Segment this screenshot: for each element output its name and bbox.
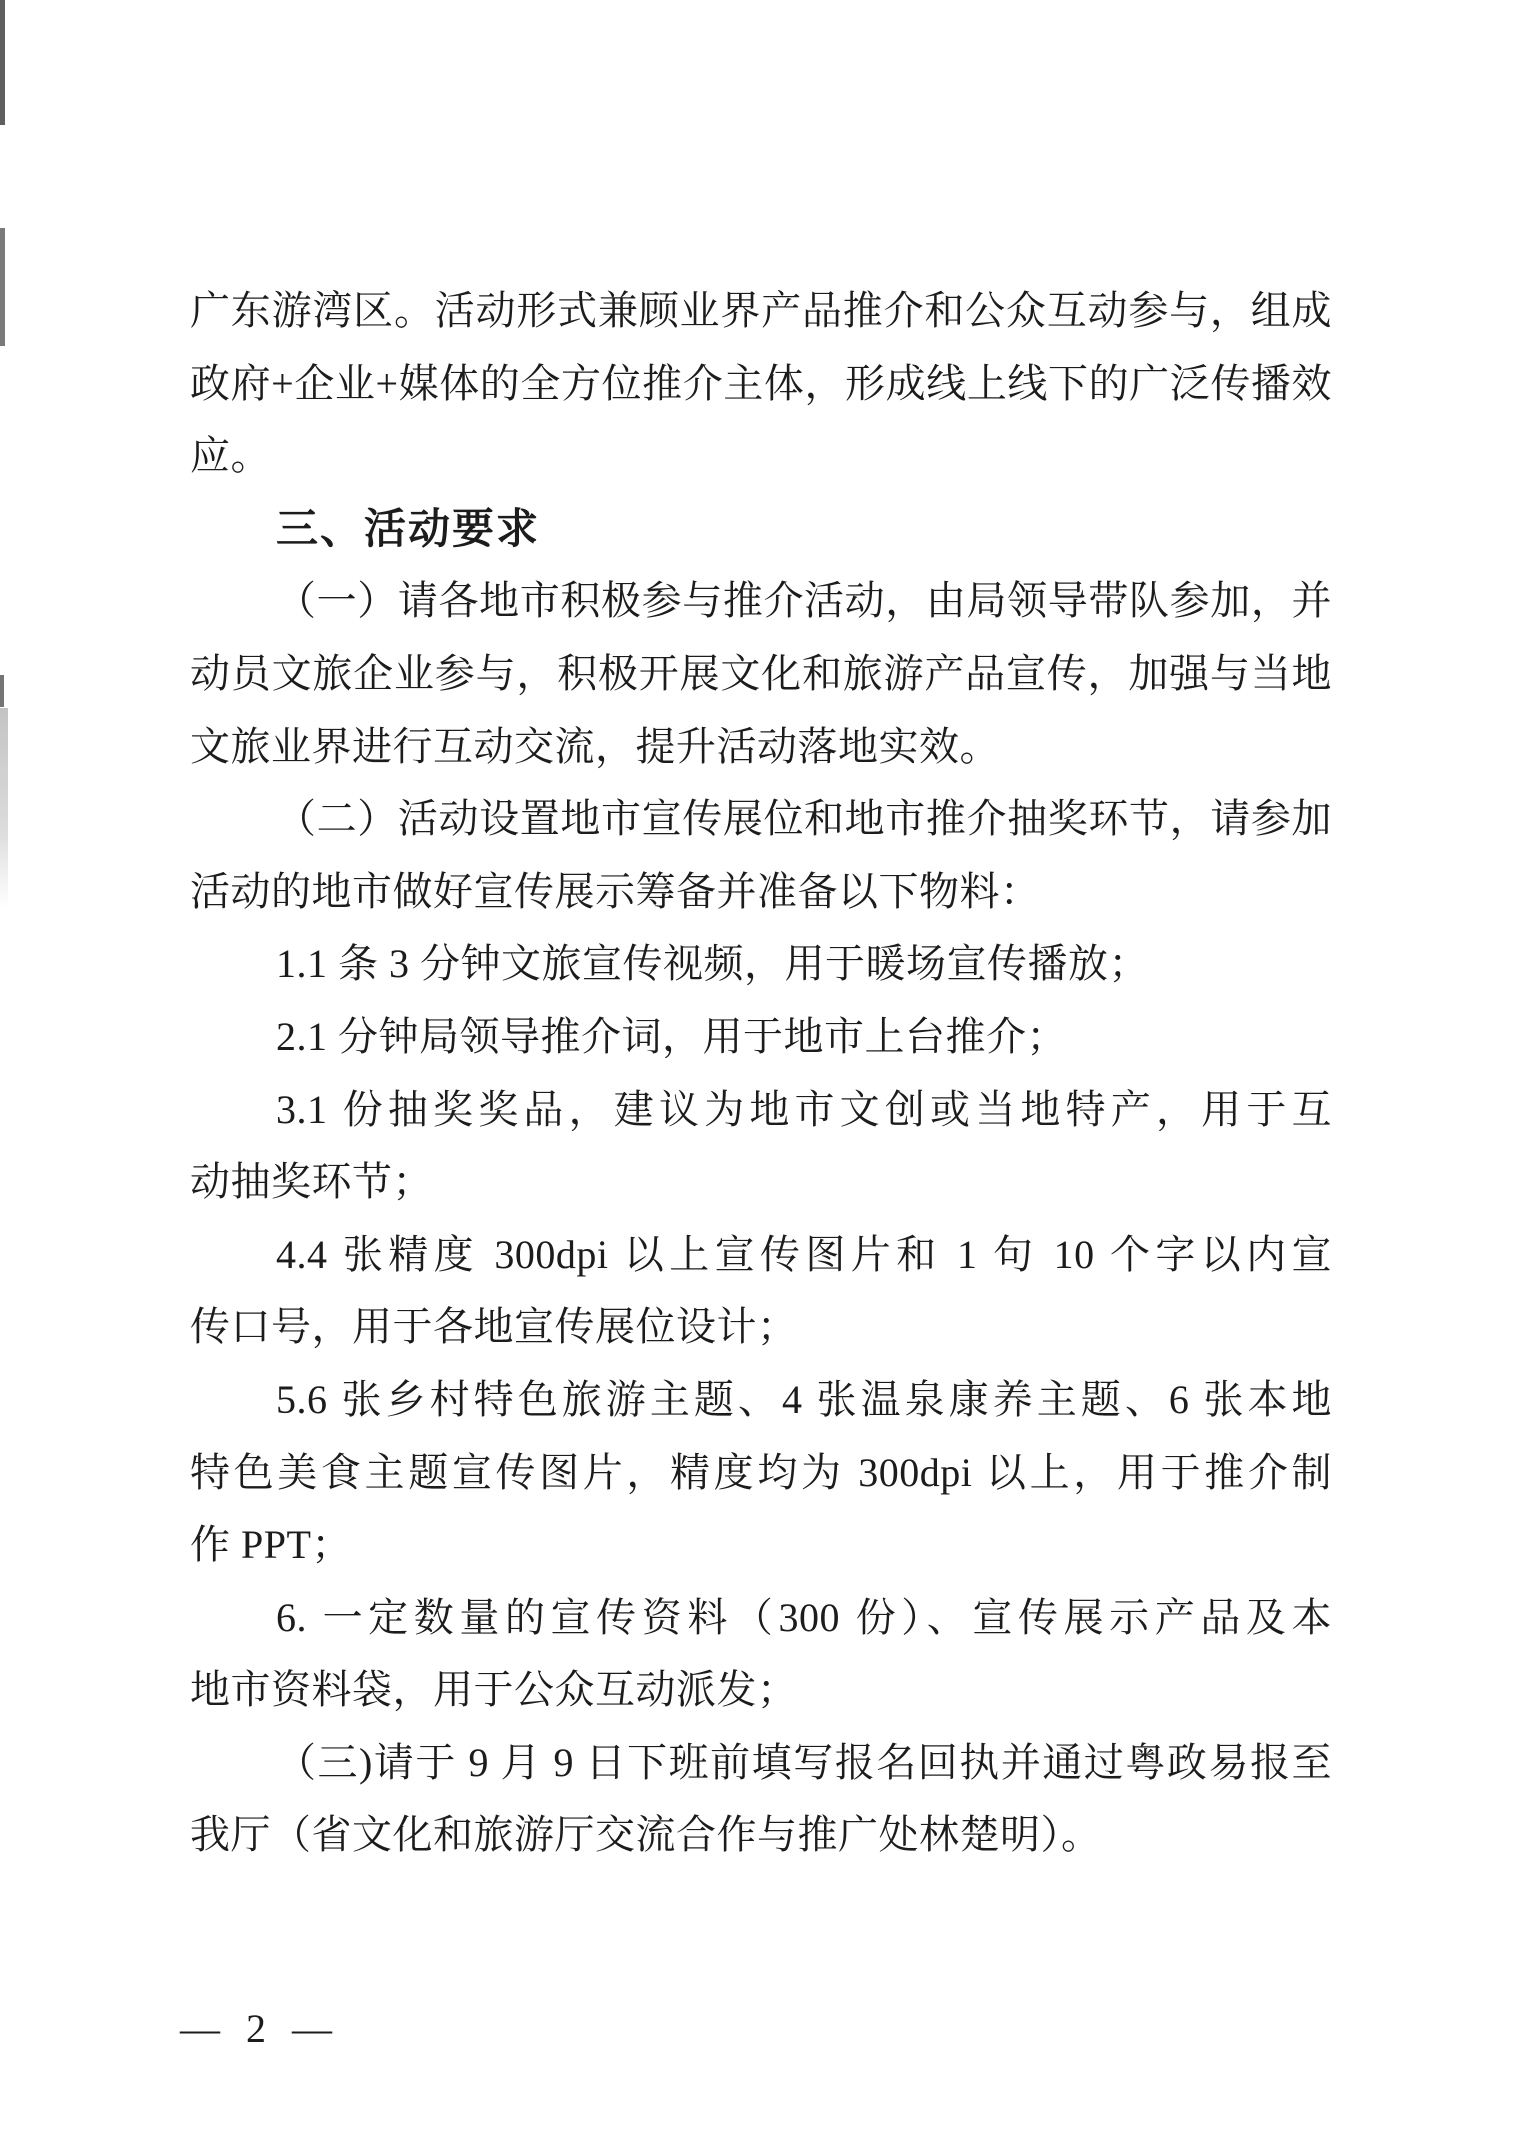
scan-streak-artifact: [0, 228, 5, 346]
text-line: 活动的地市做好宣传展示筹备并准备以下物料：: [190, 868, 1041, 914]
text-line: 传口号，用于各地宣传展位设计；: [190, 1304, 798, 1350]
text-line: 2.1 分钟局领导推介词，用于地市上台推介；: [276, 1013, 1067, 1059]
text-line: 地市资料袋，用于公众互动派发；: [190, 1667, 798, 1713]
text-line: 动员文旅企业参与，积极开展文化和旅游产品宣传，加强与当地: [190, 650, 1332, 696]
text-line: 文旅业界进行互动交流，提升活动落地实效。: [190, 723, 1000, 769]
text-line: （二）活动设置地市宣传展位和地市推介抽奖环节，请参加: [276, 796, 1332, 842]
text-line: 政府+企业+媒体的全方位推介主体，形成线上线下的广泛传播效: [190, 360, 1332, 406]
text-line: 1.1 条 3 分钟文旅宣传视频，用于暖场宣传播放；: [276, 941, 1149, 987]
text-line: （一）请各地市积极参与推介活动，由局领导带队参加，并: [276, 578, 1332, 624]
text-line: 5.6 张乡村特色旅游主题、4 张温泉康养主题、6 张本地: [276, 1376, 1332, 1422]
text-line: 广东游湾区。活动形式兼顾业界产品推介和公众互动参与，组成: [190, 288, 1332, 333]
text-line: 作 PPT；: [190, 1522, 352, 1568]
text-line: 特色美食主题宣传图片，精度均为 300dpi 以上，用于推介制: [190, 1449, 1332, 1495]
scan-streak-artifact: [0, 708, 8, 908]
text-line: 我厅（省文化和旅游厅交流合作与推广处林楚明）。: [190, 1812, 1102, 1858]
text-line: 3.1 份抽奖奖品，建议为地市文创或当地特产，用于互: [276, 1086, 1332, 1132]
page-number: — 2 —: [180, 2006, 340, 2051]
scan-streak-artifact: [0, 0, 5, 125]
document-body: [190, 275, 1332, 1872]
text-line: 动抽奖环节；: [190, 1159, 433, 1205]
text-line: 6. 一定数量的宣传资料（300 份）、宣传展示产品及本: [276, 1594, 1332, 1640]
section-heading: 三、活动要求: [276, 504, 541, 552]
text-line: 4.4 张精度 300dpi 以上宣传图片和 1 句 10 个字以内宣: [276, 1231, 1332, 1277]
scan-streak-artifact: [0, 675, 4, 707]
text-line: （三)请于 9 月 9 日下班前填写报名回执并通过粤政易报至: [276, 1739, 1332, 1785]
text-line: 应。: [190, 433, 271, 479]
